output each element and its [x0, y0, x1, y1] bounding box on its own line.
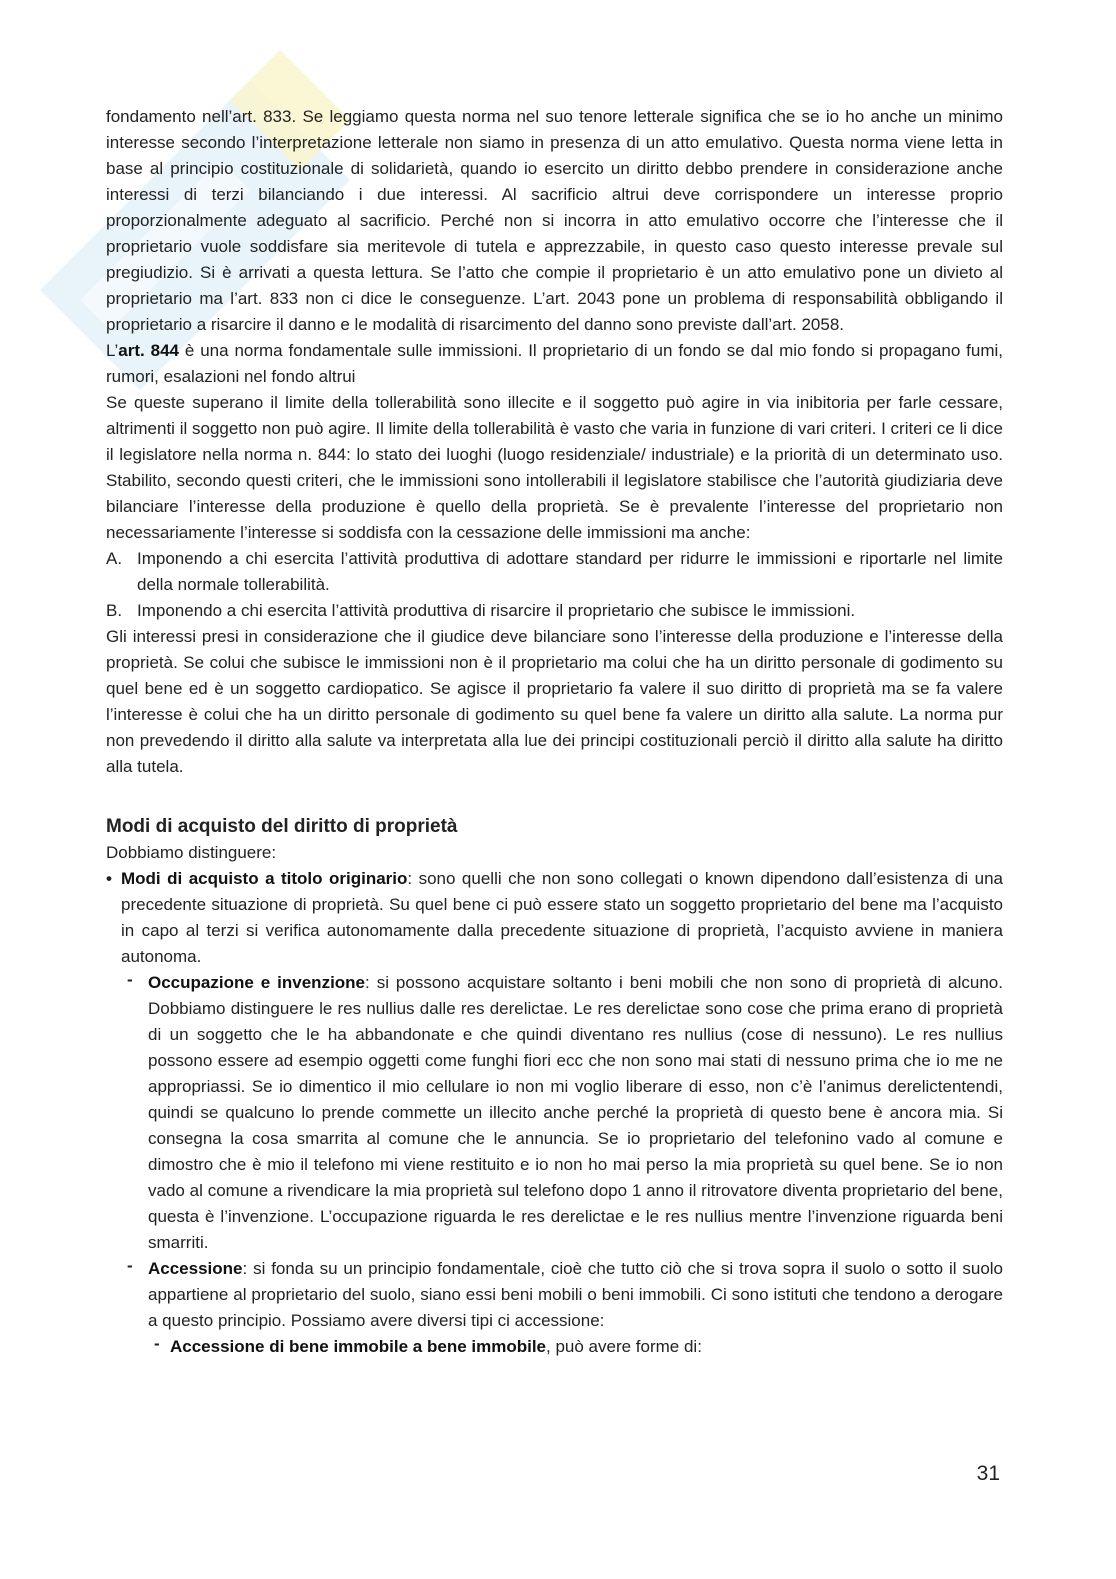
section-intro: Dobbiamo distinguere:	[106, 843, 277, 862]
paragraph-interessi: Gli interessi presi in considerazione che il giudice deve bilanciare sono l’interesse della produzione e l’interesse della proprietà. Se colui che subisce le immissioni non è il proprietario ma colui che ha un diritto personale di godimento su quel bene ed è un soggetto cardiopatico. Se agisce il proprietario fa valere il suo diritto di proprietà ma se fa valere l’interesse è colui che ha un diritto personale di godimento su quel bene fa valere un diritto alla salute. La norma pur non prevedendo il diritto alla salute va interpretata alla lue dei principi costituzionali perciò il diritto alla salute ha diritto alla tutela.	[106, 627, 1003, 776]
bullet-marker: •	[106, 869, 112, 888]
paragraph-atto-emulativo: fondamento nell’art. 833. Se leggiamo questa norma nel suo tenore letterale significa che se io ho anche un minimo interesse secondo l’interpretazione letterale non siamo in presenza di un atto emulativo. Questa norma viene letta in base al principio costituzionale di solidarietà, quando io esercito un diritto debbo prendere in considerazione anche interessi di terzi bilanciando i due interessi. Al sacrificio altrui deve corrispondere un interesse proprio proporzionalmente adeguato al sacrificio. Perché non si incorra in atto emulativo occorre che l’interesse che il proprietario vuole soddisfare sia meritevole di tutela e apprezzabile, in questo caso questo interesse prevale sul pregiudizio. Si è arrivati a questa lettura. Se l’atto che compie il proprietario è un atto emulativo pone un divieto al proprietario ma l’art. 833 non ci dice le conseguenze. L’art. 2043 pone un problema di responsabilità obbligando il proprietario a risarcire il danno e le modalità di risarcimento del danno sono previste dall’art. 2058.	[106, 107, 1003, 334]
list-item-text: Imponendo a chi esercita l’attività produttiva di risarcire il proprietario che subisce le immissioni.	[137, 601, 856, 620]
dash-item-accessione	[121, 1256, 1003, 1360]
page-number: 31	[976, 1462, 1000, 1485]
list-marker: A.	[106, 549, 123, 568]
bullet-list	[106, 866, 1003, 1360]
occupazione-text: : si possono acquistare soltanto i beni mobili che non sono di proprietà di alcuno. Dobbiamo distinguere le res nullius dalle res derelictae. Le res derelictae sono cose che prima erano di proprietà di un soggetto che le ha abbandonate e che quindi diventano res nullius (cose di nessuno). Le res nullius possono essere ad esempio oggetti come funghi fiori ecc che non sono mai stati di nessuno prima che io me ne appropriassi. Se io dimentico il mio cellulare io non mi voglio liberare di esso, non c’è l’animus derelictentendi, quindi se qualcuno lo prende commette un illecito anche perché la proprietà di questo bene è ancora mia. Si consegna la cosa smarrita al comune che le annuncia. Se io proprietario del telefonino vado al comune e dimostro che è mio il telefono mi viene restituito e io non ho mai perso la mia proprietà su quel bene. Se io non vado al comune a rivendicare la mia proprietà sul telefono dopo 1 anno il ritrovatore diventa proprietario del bene, questa è l’invenzione. L’occupazione riguarda le res derelictae e le res nullius mentre l’invenzione riguarda beni smarriti.	[148, 973, 1003, 1252]
dash-item-occupazione	[121, 970, 1003, 1256]
accessione-text: : si fonda su un principio fondamentale, cioè che tutto ciò che si trova sopra il suolo o sotto il suolo appartiene al proprietario del suolo, siano essi beni mobili o beni immobili. Ci sono istituti che tendono a derogare a questo principio. Possiamo avere diversi tipi ci accessione:	[148, 1259, 1003, 1330]
paragraph-art-844-text: è una norma fondamentale sulle immissioni. Il proprietario di un fondo se dal mio fondo si propagano fumi, rumori, esalazioni nel fondo altrui	[106, 341, 1003, 386]
originario-title: Modi di acquisto a titolo originario	[121, 869, 408, 888]
art-844-reference: art. 844	[118, 341, 179, 360]
alpha-list	[106, 546, 1003, 624]
immobile-title: Accessione di bene immobile a bene immobile	[170, 1337, 547, 1356]
dash-marker: -	[127, 970, 133, 989]
list-item	[106, 546, 1003, 598]
paragraph-tollerabilita: Se queste superano il limite della tollerabilità sono illecite e il soggetto può agire in via inibitoria per farle cessare, altrimenti il soggetto non può agire. Il limite della tollerabilità è vasto che varia in funzione di vari criteri. I criteri ce li dice il legislatore nella norma n. 844: lo stato dei luoghi (luogo residenziale/ industriale) e la priorità di un determinato uso. Stabilito, secondo questi criteri, che le immissioni sono intollerabili il legislatore stabilisce che l’autorità giudiziaria deve bilanciare l’interesse della produzione è quello della proprietà. Se è prevalente l’interesse del proprietario non necessariamente l’interesse si soddisfa con la cessazione delle immissioni ma anche:	[106, 393, 1003, 542]
dash-marker: -	[154, 1334, 160, 1353]
paragraph-art-844-prefix: L’	[106, 341, 119, 360]
dash-marker: -	[127, 1256, 133, 1275]
bullet-item-originario	[106, 866, 1003, 1360]
list-marker: B.	[106, 601, 123, 620]
document-page	[106, 104, 1003, 1360]
list-item-text: Imponendo a chi esercita l’attività produttiva di adottare standard per ridurre le immissioni e riportarle nel limite della normale tollerabilità.	[137, 549, 1003, 594]
occupazione-title: Occupazione e invenzione	[148, 973, 366, 992]
dash-item-immobile	[148, 1334, 1003, 1360]
list-item	[106, 598, 1003, 624]
dash-list	[121, 970, 1003, 1360]
originario-text: : sono quelli che non sono collegati o known dipendono dall’esistenza di una precedente situazione di proprietà. Su quel bene ci può essere stato un soggetto proprietario del bene ma l’acquisto in capo al terzi si verifica autonomamente dalla precedente situazione di proprietà, l’acquisto avviene in maniera autonoma.	[121, 869, 1003, 966]
immobile-text: , può avere forme di:	[546, 1337, 702, 1356]
section-heading: Modi di acquisto del diritto di proprietà	[106, 816, 458, 837]
sub-dash-list	[148, 1334, 1003, 1360]
accessione-title: Accessione	[148, 1259, 243, 1278]
paragraph-art-844	[106, 338, 1003, 390]
